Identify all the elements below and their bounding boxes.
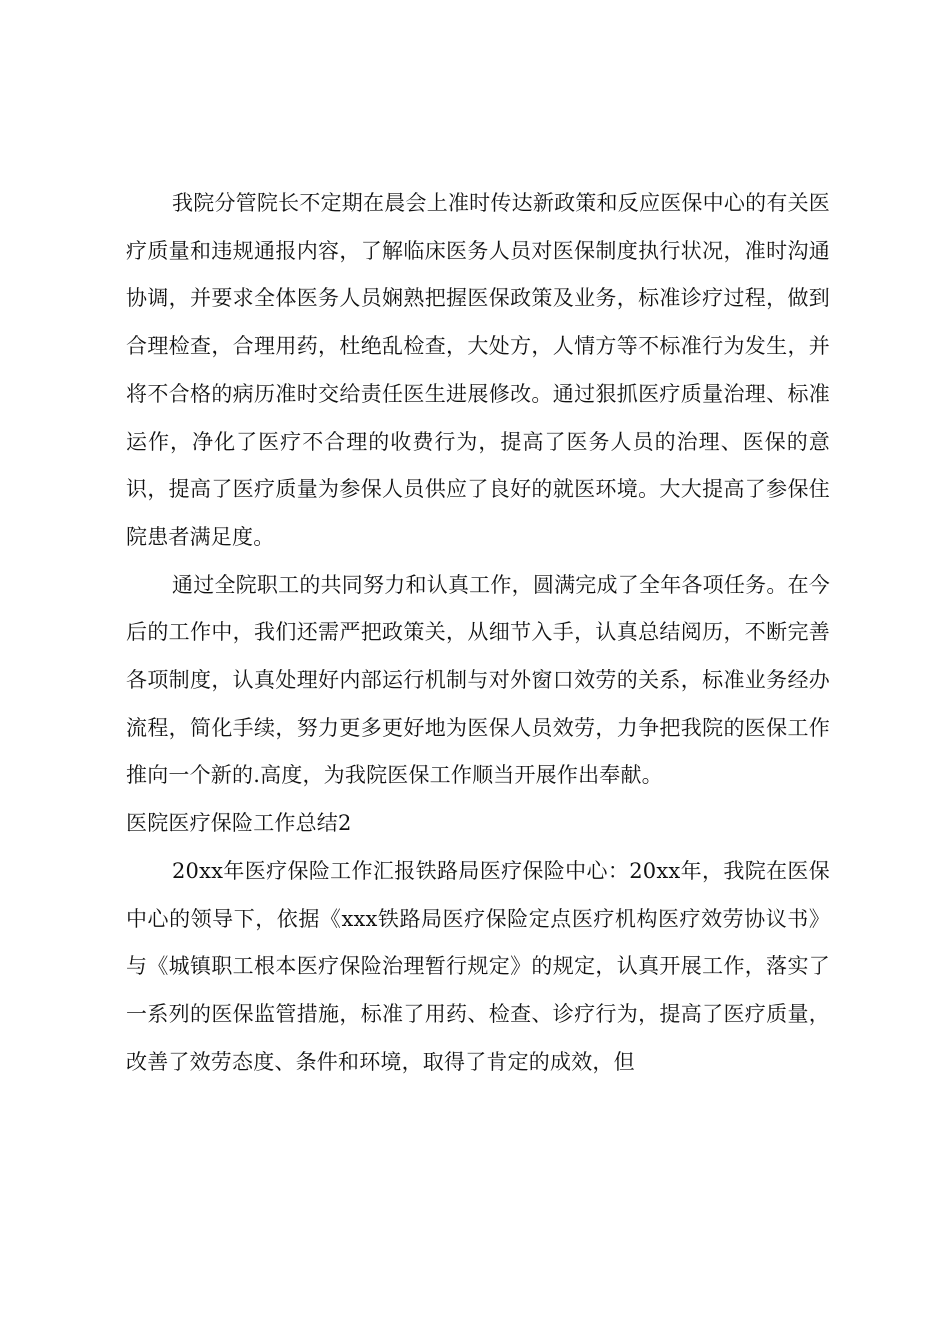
document-body (126, 180, 830, 1086)
section-title: 医院医疗保险工作总结2 (126, 811, 352, 836)
body-paragraph-2: 通过全院职工的共同努力和认真工作，圆满完成了全年各项任务。在今后的工作中，我们还需严把政策关，从细节入手，认真总结阅历，不断完善各项制度，认真处理好内部运行机制与对外窗口效劳的关系，标准业务经办流程，简化手续，努力更多更好地为医保人员效劳，力争把我院的医保工作推向一个新的.高度，为我院医保工作顺当开展作出奉献。 (126, 572, 830, 788)
body-paragraph-3: 20xx年医疗保险工作汇报铁路局医疗保险中心：20xx年，我院在医保中心的领导下，依据《xxx铁路局医疗保险定点医疗机构医疗效劳协议书》与《城镇职工根本医疗保险治理暂行规定》的规定，认真开展工作，落实了一系列的医保监管措施，标准了用药、检查、诊疗行为，提高了医疗质量，改善了效劳态度、条件和环境，取得了肯定的成效，但 (126, 858, 830, 1074)
body-paragraph-1: 我院分管院长不定期在晨会上准时传达新政策和反应医保中心的有关医疗质量和违规通报内容，了解临床医务人员对医保制度执行状况，准时沟通协调，并要求全体医务人员娴熟把握医保政策及业务，标准诊疗过程，做到合理检查，合理用药，杜绝乱检查，大处方，人情方等不标准行为发生，并将不合格的病历准时交给责任医生进展修改。通过狠抓医疗质量治理、标准运作，净化了医疗不合理的收费行为，提高了医务人员的治理、医保的意识，提高了医疗质量为参保人员供应了良好的就医环境。大大提高了参保住院患者满足度。 (126, 191, 830, 549)
